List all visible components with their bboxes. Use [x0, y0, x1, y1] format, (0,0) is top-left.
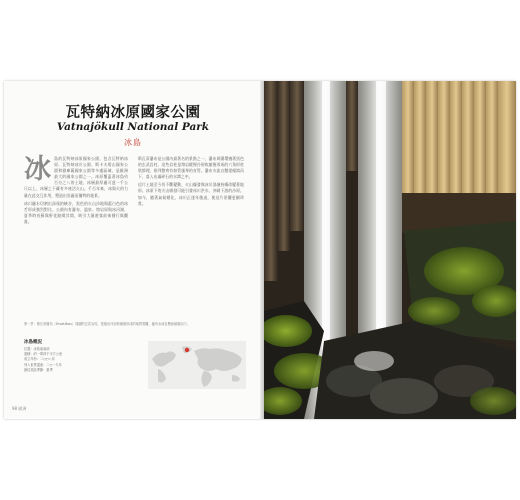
body-column-left	[24, 156, 128, 227]
info-box	[24, 339, 142, 407]
article-title-zh: 瓦特納冰原國家公園	[65, 104, 201, 121]
location-marker-icon	[185, 348, 189, 352]
info-line: 位置：冰島東南部	[24, 347, 50, 351]
paragraph: 島的瓦特納冰原國家公園，包含瓦特納冰原、瓦特納冰川公園、斯卡夫塔山國家公園和雅庫薩國家公園等多處區域，是歐洲最大的國家公園之一。冰原覆蓋著冰島約百分之八的土地，冰層最厚處可達一千公尺以上，冰層之下藏有多座活火山。千百年來，冰與火的力量在此交互作用，塑造出壯麗而獨特的地景。	[24, 156, 128, 198]
info-heading: 冰島概況	[24, 340, 42, 345]
body-column-right	[138, 156, 244, 209]
svartifoss-waterfall-image	[264, 81, 516, 419]
article-title-en: Vatnajökull National Park	[56, 121, 210, 133]
waterfall-photo	[264, 81, 516, 419]
paragraph: 冰川融水切割出深邃的峽谷，黑色的火山沙地與藍白色的冰舌形成強烈對比。公園內有瀑布、溫泉、熔岩原與冰河湖，夏季時苔蘚與野花點綴其間，吸引大量遊客前來健行與觀賞。	[24, 200, 128, 224]
info-line: 面積：約一萬四千平方公里	[24, 352, 63, 357]
page-number: 98 歐洲	[12, 406, 27, 411]
world-map-icon	[148, 341, 246, 389]
left-page	[4, 81, 262, 419]
info-line: 列入世界遺產：二○一九年	[24, 362, 62, 367]
book-spread	[4, 81, 516, 419]
drop-cap: 冰	[24, 154, 52, 185]
paragraph: 斯瓦蒂瀑布是公園內最著名的景點之一，瀑布周圍環繞著黑色的玄武岩柱，這些岩柱是熔岩緩慢冷卻收縮後形成的六角形柱狀節理，排列整齊有如管風琴的音管。瀑布水流自懸崖傾瀉而下，落入布滿碎石的水潭之中。	[138, 156, 244, 180]
info-line: 成立年份：二○○八年	[24, 357, 56, 362]
photo-caption: 第一頁：斯瓦蒂瀑布（Svartifoss）周圍的玄武岩柱，是熔岩冷卻收縮後形成的地質景觀，瀑布水流自懸崖傾瀉而下。	[24, 322, 190, 326]
paragraph: 這片土地至今仍不斷變動，火山爆發與冰川消融持續改變著地形。冰原下的火山噴發可能引發冰川洪水，沖刷下游的沙原。如今，隨著氣候暖化，冰川正逐年後退，使這片景觀更顯珍貴。	[138, 182, 244, 206]
locator-map	[148, 341, 246, 389]
article-subtitle: 冰島	[124, 138, 142, 147]
info-line: 最佳造訪季節：夏季	[24, 367, 53, 372]
